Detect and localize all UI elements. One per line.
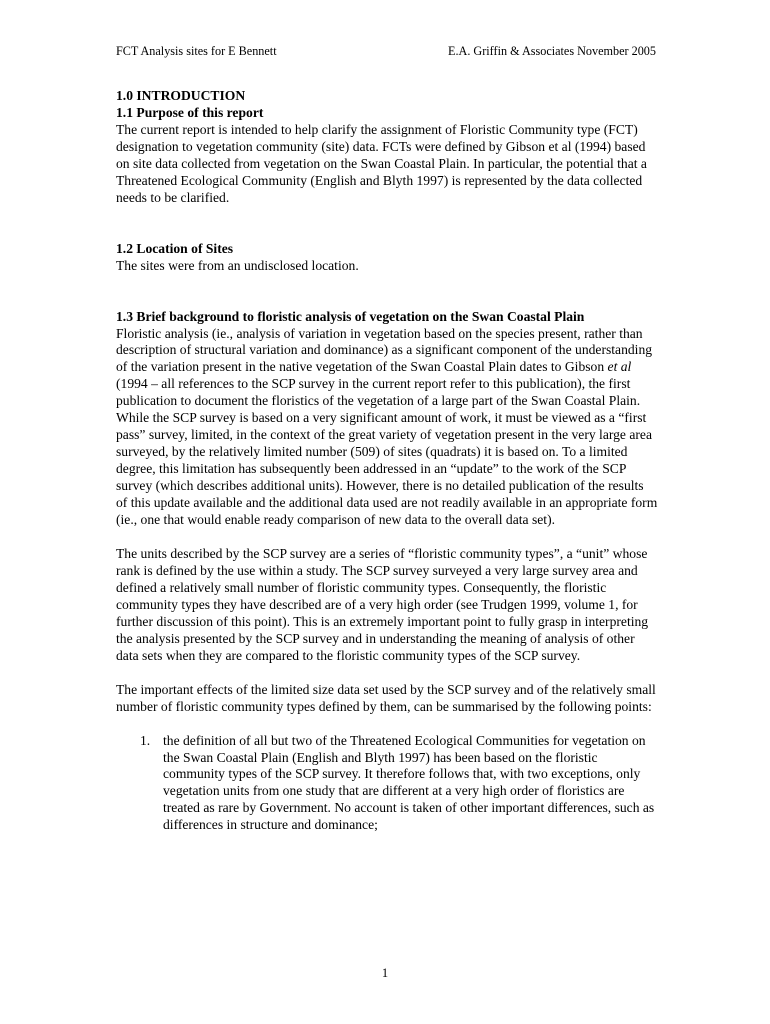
section-heading-introduction: 1.0 INTRODUCTION [116, 88, 246, 103]
subsection-heading-location: 1.2 Location of Sites [116, 240, 234, 256]
paragraph-background-1 [116, 326, 658, 529]
paragraph-location: The sites were from an undisclosed location. [116, 257, 359, 273]
paragraph-purpose: The current report is intended to help clarify the assignment of Floristic Community type (FCT) designation to vegetation community (site) data. FCTs were defined by Gibson et al (1994) based on site data collected from vegetation on the Swan Coastal Plain. In particular, the potential that a Threatened Ecological Community (English and Blyth 1997) is represented by the data collected needs to be clarified. [116, 121, 647, 205]
page-number: 1 [381, 966, 389, 980]
citation-et-al: et al [607, 359, 632, 375]
header-right: E.A. Griffin & Associates November 2005 [448, 44, 656, 58]
paragraph-background-3: The important effects of the limited size data set used by the SCP survey and of the relatively small number of floristic community types defined by them, can be summarised by the following points: [116, 681, 656, 714]
numbered-list [116, 733, 658, 835]
subsection-heading-purpose: 1.1 Purpose of this report [116, 104, 264, 120]
running-header [116, 44, 656, 58]
paragraph-background-1-part-b: (1994 – all references to the SCP survey in the current report refer to this publication), the first publication to document the floristics of the vegetation of a large part of the Swan Coastal Plain. While the SCP survey is based on a very significant amount of work, it must be viewed as a “first pass” survey, limited, in the context of the great variety of vegetation present in the very large area surveyed, by the relatively limited number (509) of sites (quadrats) it is based on. To a limited degree, this limitation has subsequently been addressed in an “update” to the work of the SCP survey (which describes additional units). However, there is no detailed publication of the results of this update available and the additional data used are not readily available in an appropriate form (ie., one that would enable ready comparison of new data to the overall data set). [116, 376, 658, 528]
paragraph-background-1-part-a: Floristic analysis (ie., analysis of variation in vegetation based on the species present, rather than description of structural variation and dominance) as a significant component of the understanding of the variation present in the native vegetation of the Swan Coastal Plain dates to Gibson [116, 325, 653, 375]
paragraph-background-2: The units described by the SCP survey are a series of “floristic community types”, a “unit” whose rank is defined by the use within a study. The SCP survey surveyed a very large survey area and defined a relatively small number of floristic community types. Consequently, the floristic community types they have described are of a very high order (see Trudgen 1999, volume 1, for further discussion of this point). This is an extremely important point to fully grasp in interpreting the analysis presented by the SCP survey and in understanding the meaning of analysis of other data sets when they are compared to the floristic community types of the SCP survey. [116, 545, 649, 663]
list-item [116, 733, 658, 835]
list-item-text: the definition of all but two of the Threatened Ecological Communities for vegetation on the Swan Coastal Plain (English and Blyth 1997) has been based on the floristic community types of the SCP survey. It therefore follows that, with two exceptions, only vegetation units from one study that are different at a very high order of floristics are treated as rare by Government. No account is taken of other important differences, such as differences in structure and dominance; [163, 732, 655, 833]
list-item-number: 1. [140, 732, 151, 748]
header-left: FCT Analysis sites for E Bennett [116, 44, 277, 58]
subsection-heading-background: 1.3 Brief background to floristic analysis of vegetation on the Swan Coastal Plain [116, 308, 585, 324]
document-body [116, 88, 658, 834]
